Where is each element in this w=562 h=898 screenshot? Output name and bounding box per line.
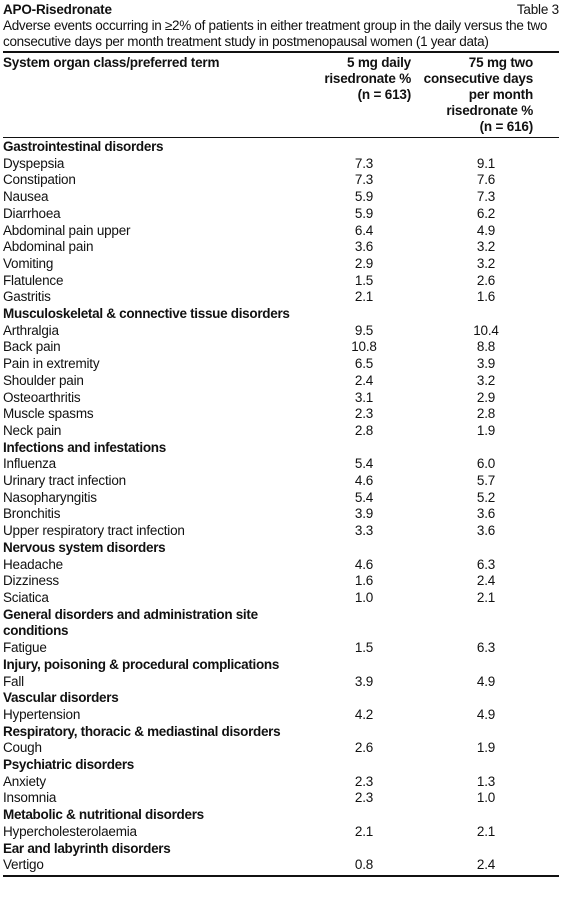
row-term: Fatigue xyxy=(3,640,47,656)
row-daily-value: 10.8 xyxy=(351,339,377,355)
row-daily-value: 5.4 xyxy=(354,489,374,505)
row-monthly-value: 3.2 xyxy=(476,372,496,388)
table-row xyxy=(3,406,559,423)
row-daily-value: 2.1 xyxy=(354,823,374,839)
row-term: Arthralgia xyxy=(3,322,59,338)
row-term: Insomnia xyxy=(3,790,57,806)
row-term: Dizziness xyxy=(3,573,59,589)
table-topline xyxy=(3,2,559,18)
header-line: risedronate % xyxy=(446,103,533,118)
row-daily-value: 4.6 xyxy=(354,473,374,489)
row-term: Diarrhoea xyxy=(3,205,61,221)
row-daily-value: 5.9 xyxy=(354,189,374,205)
row-monthly-value: 4.9 xyxy=(476,222,496,238)
row-monthly-value: 2.4 xyxy=(476,573,496,589)
table-row xyxy=(3,289,559,306)
row-monthly-value: 1.9 xyxy=(476,740,496,756)
row-term: Headache xyxy=(3,556,63,572)
row-term: Hypercholesterolaemia xyxy=(3,823,137,839)
row-term: Vertigo xyxy=(3,857,44,873)
table-bottom-rule xyxy=(3,875,559,877)
row-daily-value: 2.6 xyxy=(354,740,374,756)
row-monthly-value: 6.3 xyxy=(476,556,496,572)
row-monthly-value: 4.9 xyxy=(476,673,496,689)
row-daily-value: 3.9 xyxy=(354,673,374,689)
table-header xyxy=(3,53,559,138)
row-term: Osteoarthritis xyxy=(3,389,81,405)
table-title: APO-Risedronate xyxy=(3,2,112,17)
group-heading: Injury, poisoning & procedural complications xyxy=(3,656,280,672)
row-daily-value: 3.6 xyxy=(354,239,374,255)
table-row xyxy=(3,506,559,523)
row-daily-value: 6.4 xyxy=(354,222,374,238)
table-row xyxy=(3,189,559,206)
table-row xyxy=(3,223,559,240)
row-monthly-value: 9.1 xyxy=(476,155,496,171)
table-row xyxy=(3,373,559,390)
table-row xyxy=(3,256,559,273)
table-row xyxy=(3,156,559,173)
row-daily-value: 2.4 xyxy=(354,372,374,388)
table-row xyxy=(3,323,559,340)
row-daily-value: 7.3 xyxy=(354,172,374,188)
row-monthly-value: 8.8 xyxy=(476,339,496,355)
row-term: Sciatica xyxy=(3,589,49,605)
row-monthly-value: 7.3 xyxy=(476,189,496,205)
row-monthly-value: 1.0 xyxy=(476,790,496,806)
header-line: consecutive days xyxy=(423,71,533,86)
column-header-daily xyxy=(309,55,423,135)
table-row xyxy=(3,740,559,757)
table-row xyxy=(3,557,559,574)
row-term: Abdominal pain upper xyxy=(3,222,131,238)
table-row xyxy=(3,172,559,189)
table-row xyxy=(3,573,559,590)
row-monthly-value: 2.8 xyxy=(476,406,496,422)
row-monthly-value: 3.2 xyxy=(476,239,496,255)
row-monthly-value: 6.2 xyxy=(476,205,496,221)
table-row xyxy=(3,674,559,691)
row-term: Anxiety xyxy=(3,773,46,789)
table-row xyxy=(3,473,559,490)
row-term: Vomiting xyxy=(3,255,54,271)
table-row xyxy=(3,239,559,256)
table-row xyxy=(3,390,559,407)
group-heading: Musculoskeletal & connective tissue disorders xyxy=(3,306,290,322)
header-line: (n = 616) xyxy=(479,119,533,134)
table-row xyxy=(3,490,559,507)
group-heading: Ear and labyrinth disorders xyxy=(3,840,171,856)
table-body xyxy=(3,138,559,874)
table-row xyxy=(3,456,559,473)
table-row xyxy=(3,590,559,607)
row-term: Muscle spasms xyxy=(3,406,94,422)
row-daily-value: 2.3 xyxy=(354,773,374,789)
row-daily-value: 9.5 xyxy=(354,322,374,338)
row-term: Shoulder pain xyxy=(3,372,84,388)
row-term: Flatulence xyxy=(3,272,64,288)
row-term: Neck pain xyxy=(3,422,62,438)
row-term: Gastritis xyxy=(3,289,51,305)
row-monthly-value: 2.1 xyxy=(476,823,496,839)
group-heading: Gastrointestinal disorders xyxy=(3,139,164,154)
row-monthly-value: 10.4 xyxy=(473,322,499,338)
row-monthly-value: 3.2 xyxy=(476,255,496,271)
row-daily-value: 2.3 xyxy=(354,790,374,806)
row-monthly-value: 1.9 xyxy=(476,422,496,438)
row-daily-value: 5.4 xyxy=(354,456,374,472)
row-term: Back pain xyxy=(3,339,61,355)
row-term: Abdominal pain xyxy=(3,239,94,255)
row-daily-value: 3.9 xyxy=(354,506,374,522)
group-heading: General disorders and administration site conditions xyxy=(3,606,258,639)
table-row xyxy=(3,523,559,540)
group-heading: Infections and infestations xyxy=(3,439,166,455)
header-line: (n = 613) xyxy=(357,87,411,102)
header-line: 75 mg two xyxy=(468,55,533,70)
row-daily-value: 3.1 xyxy=(354,389,374,405)
row-daily-value: 4.6 xyxy=(354,556,374,572)
row-monthly-value: 6.0 xyxy=(476,456,496,472)
row-daily-value: 1.0 xyxy=(354,589,374,605)
row-daily-value: 2.8 xyxy=(354,422,374,438)
group-heading: Respiratory, thoracic & mediastinal disorders xyxy=(3,723,281,739)
row-daily-value: 1.6 xyxy=(354,573,374,589)
row-term: Influenza xyxy=(3,456,56,472)
row-term: Urinary tract infection xyxy=(3,473,126,489)
group-heading: Nervous system disorders xyxy=(3,539,166,555)
row-term: Upper respiratory tract infection xyxy=(3,523,185,539)
group-heading: Metabolic & nutritional disorders xyxy=(3,807,204,823)
row-monthly-value: 6.3 xyxy=(476,640,496,656)
row-daily-value: 7.3 xyxy=(354,155,374,171)
row-term: Bronchitis xyxy=(3,506,61,522)
row-term: Nausea xyxy=(3,189,49,205)
table-row xyxy=(3,824,559,841)
row-daily-value: 4.2 xyxy=(354,706,374,722)
row-monthly-value: 3.6 xyxy=(476,523,496,539)
row-monthly-value: 2.4 xyxy=(476,857,496,873)
row-daily-value: 3.3 xyxy=(354,523,374,539)
row-daily-value: 2.3 xyxy=(354,406,374,422)
table-row xyxy=(3,339,559,356)
row-monthly-value: 2.9 xyxy=(476,389,496,405)
table-row xyxy=(3,423,559,440)
row-monthly-value: 5.2 xyxy=(476,489,496,505)
document-page xyxy=(3,0,559,877)
header-line: per month xyxy=(468,87,533,102)
table-row xyxy=(3,356,559,373)
row-monthly-value: 2.6 xyxy=(476,272,496,288)
group-heading: Vascular disorders xyxy=(3,690,119,706)
row-term: Dyspepsia xyxy=(3,155,65,171)
row-monthly-value: 2.1 xyxy=(476,589,496,605)
row-daily-value: 0.8 xyxy=(354,857,374,873)
row-monthly-value: 1.6 xyxy=(476,289,496,305)
group-heading: Psychiatric disorders xyxy=(3,757,135,773)
row-term: Constipation xyxy=(3,172,76,188)
row-daily-value: 1.5 xyxy=(354,640,374,656)
row-daily-value: 6.5 xyxy=(354,356,374,372)
table-caption: Adverse events occurring in ≥2% of patients in either treatment group in the daily versus the two consecutive days per month treatment study in postmenopausal women (1 year data) xyxy=(3,18,559,53)
table-label: Table 3 xyxy=(516,2,559,17)
table-row xyxy=(3,774,559,791)
row-term: Fall xyxy=(3,673,24,689)
column-header-monthly xyxy=(423,55,559,135)
row-monthly-value: 5.7 xyxy=(476,473,496,489)
header-line: risedronate % xyxy=(324,71,411,86)
table-row xyxy=(3,790,559,807)
row-daily-value: 1.5 xyxy=(354,272,374,288)
row-daily-value: 2.1 xyxy=(354,289,374,305)
row-monthly-value: 4.9 xyxy=(476,706,496,722)
header-line: 5 mg daily xyxy=(346,55,411,70)
table-row xyxy=(3,273,559,290)
row-monthly-value: 1.3 xyxy=(476,773,496,789)
table-row xyxy=(3,640,559,657)
row-monthly-value: 7.6 xyxy=(476,172,496,188)
row-monthly-value: 3.9 xyxy=(476,356,496,372)
table-row xyxy=(3,206,559,223)
table-row xyxy=(3,707,559,724)
row-term: Pain in extremity xyxy=(3,356,100,372)
row-daily-value: 2.9 xyxy=(354,255,374,271)
row-term: Nasopharyngitis xyxy=(3,489,97,505)
row-monthly-value: 3.6 xyxy=(476,506,496,522)
row-daily-value: 5.9 xyxy=(354,205,374,221)
row-term: Hypertension xyxy=(3,706,81,722)
column-header-term: System organ class/preferred term xyxy=(3,55,220,70)
table-row xyxy=(3,857,559,874)
row-term: Cough xyxy=(3,740,42,756)
